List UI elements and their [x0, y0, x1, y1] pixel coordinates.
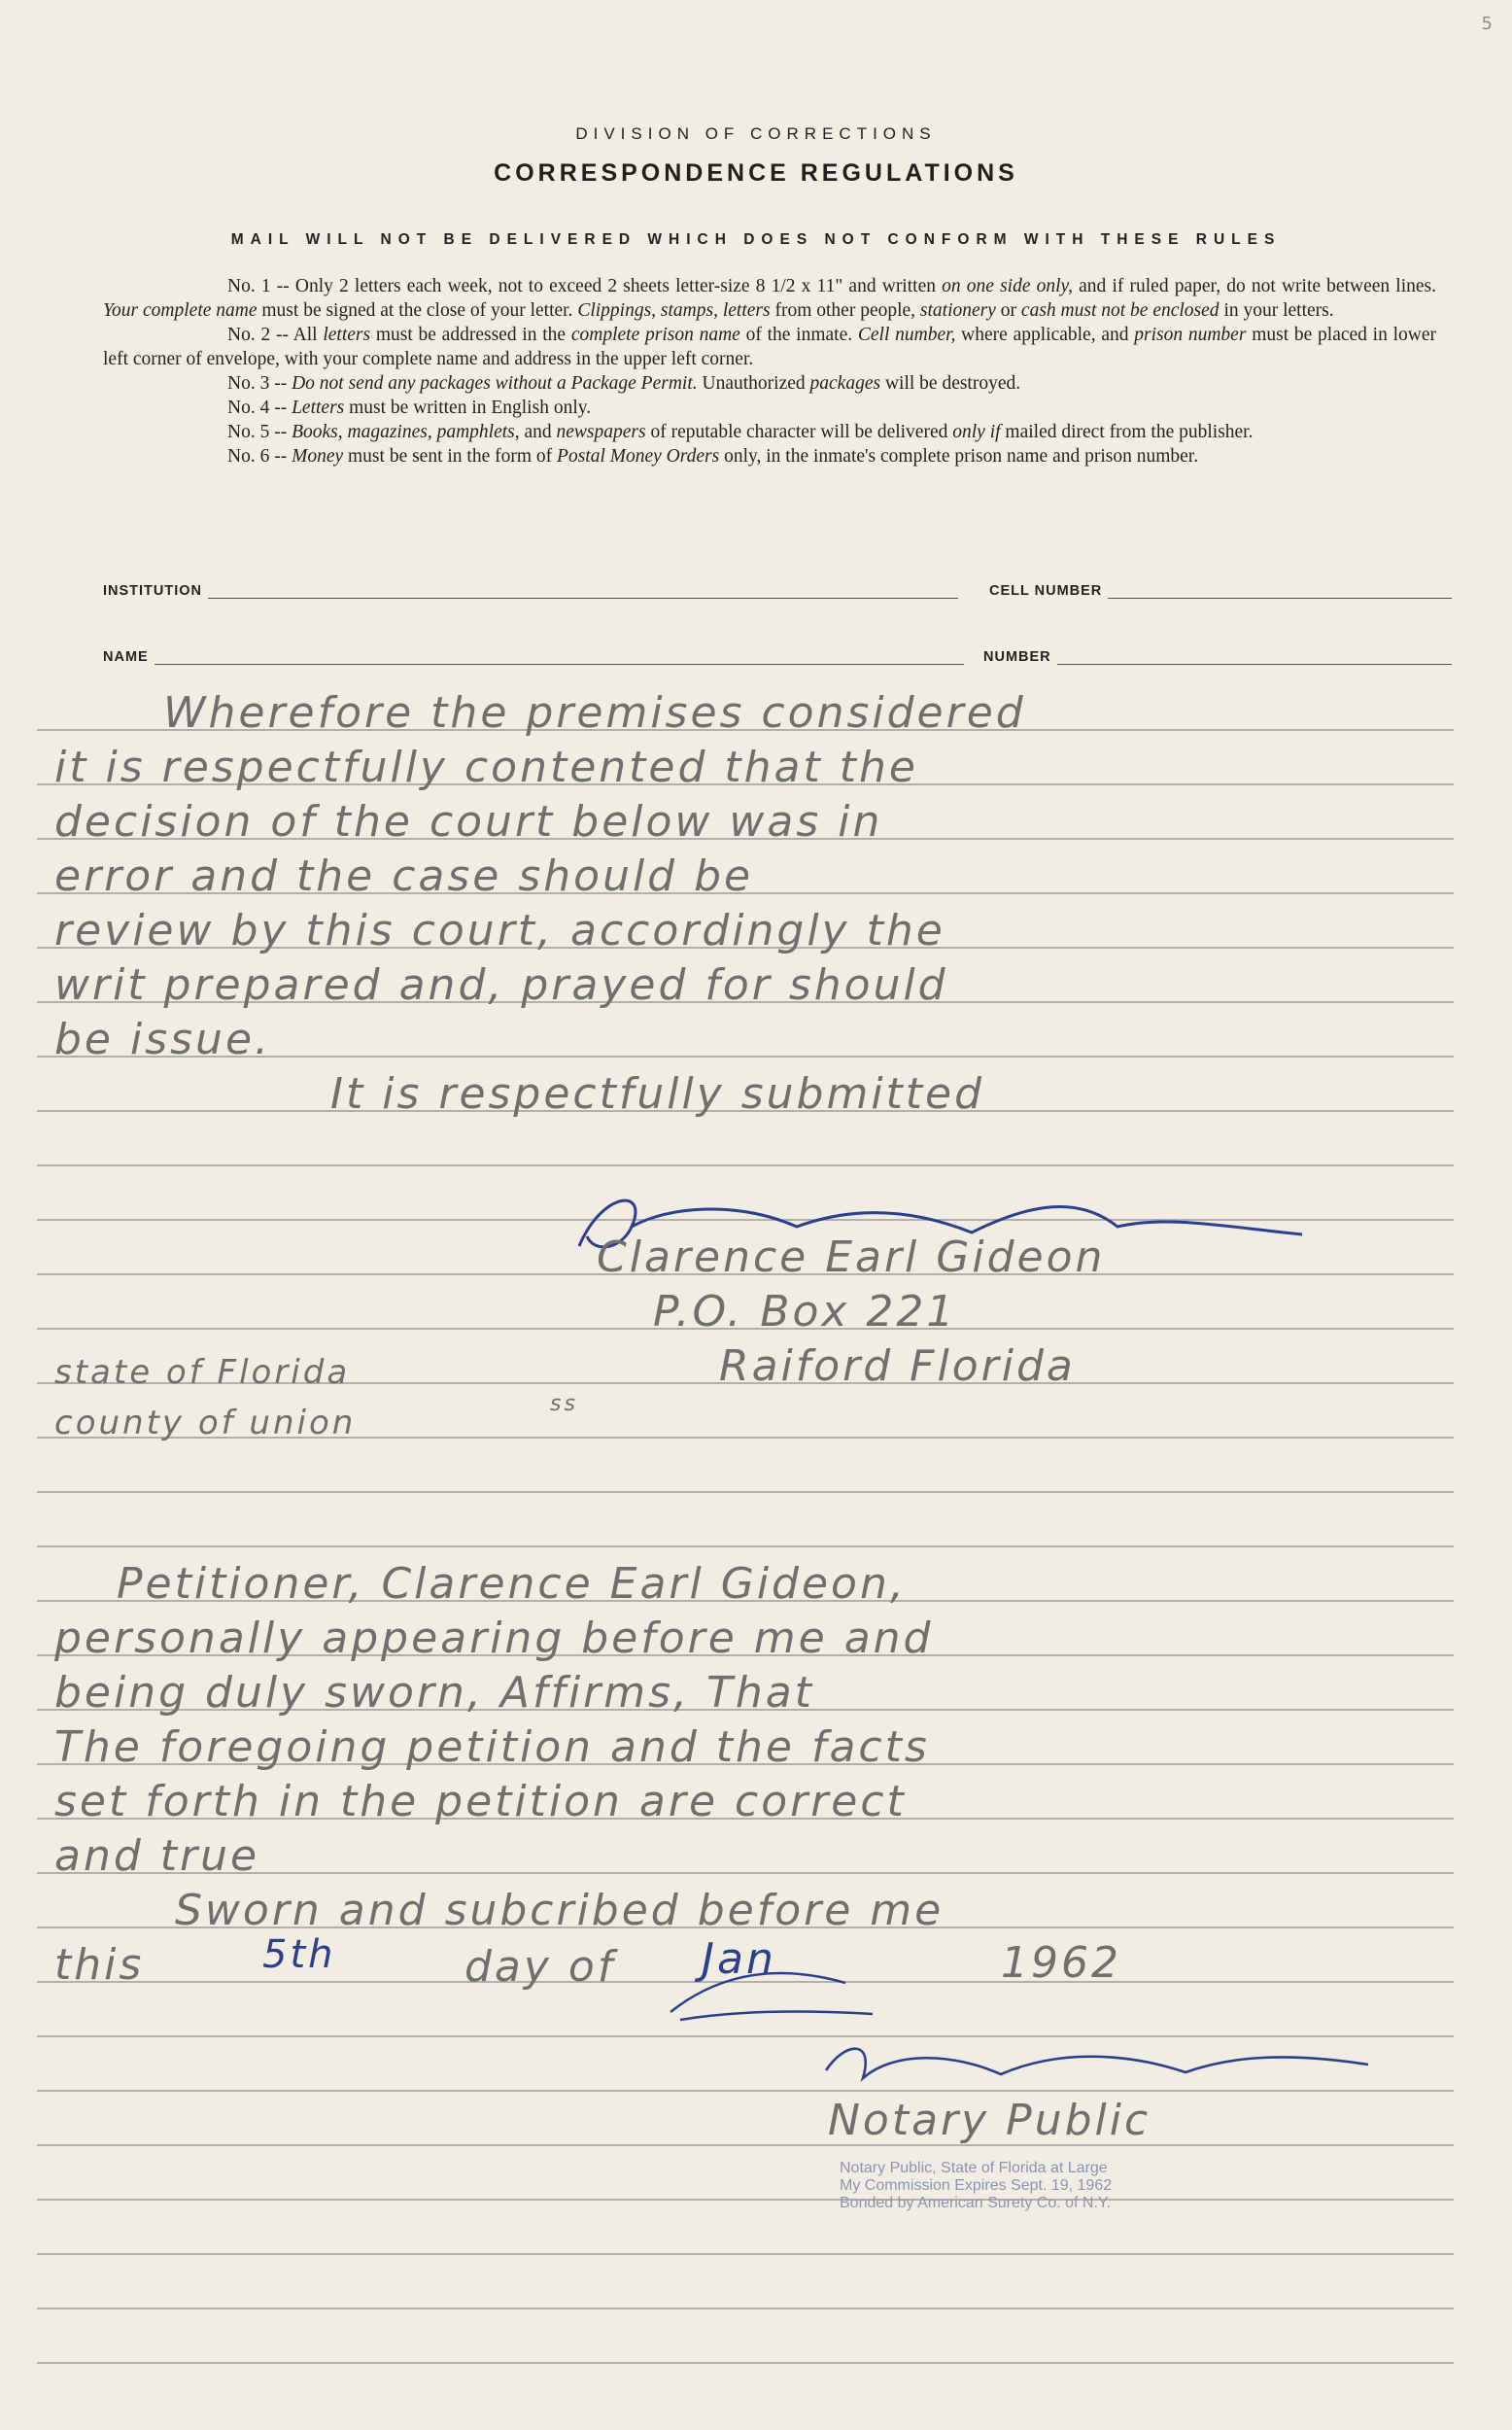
- affidavit-line-6: and true: [54, 1831, 260, 1881]
- institution-label: INSTITUTION: [103, 583, 203, 599]
- number-field: [983, 649, 1452, 665]
- jurat-this: this: [54, 1940, 145, 1990]
- rule-2: No. 2 -- All letters must be addressed in the complete prison name of the inmate. Cell number, where applicable, and prison number must be placed in lower left corner of envelope, with your complete name and address in the upper left corner.: [103, 325, 1437, 369]
- city-state: Raiford Florida: [719, 1341, 1076, 1391]
- jurat-month: Jan: [702, 1934, 776, 1984]
- sworn-line: Sworn and subcribed before me: [175, 1886, 945, 1935]
- page-number: 5: [1481, 14, 1493, 34]
- printed-name: Clarence Earl Gideon: [597, 1232, 1106, 1282]
- handwritten-line-7: be issue.: [54, 1015, 272, 1064]
- notary-signature: [826, 2049, 1368, 2078]
- handwritten-line-8: It is respectfully submitted: [330, 1069, 985, 1119]
- rule-3: No. 3 -- Do not send any packages without a Package Permit. Unauthorized packages will be destroyed.: [227, 373, 1021, 394]
- rule-5: No. 5 -- Books, magazines, pamphlets, and newspapers of reputable character will be delivered only if mailed direct from the publisher.: [227, 422, 1254, 442]
- jurat-year: 1962: [1001, 1938, 1121, 1988]
- name-label: NAME: [103, 649, 149, 665]
- rule-1: No. 1 -- Only 2 letters each week, not to exceed 2 sheets letter-size 8 1/2 x 11" and written on one side only, and if ruled paper, do not write between lines. Your complete name must be signed at the close of your letter. Clippings, stamps, letters from other people, stationery or cash must not be enclosed in your letters.: [103, 276, 1436, 321]
- handwritten-line-5: review by this court, accordingly the: [54, 906, 945, 955]
- handwritten-line-3: decision of the court below was in: [54, 797, 883, 847]
- cell-number-field: [989, 583, 1452, 599]
- number-label: NUMBER: [983, 649, 1051, 665]
- mail-warning: MAIL WILL NOT BE DELIVERED WHICH DOES NOT CONFORM WITH THESE RULES: [230, 231, 1282, 248]
- name-field: [103, 649, 964, 665]
- regulations-list: [103, 274, 1436, 469]
- affidavit-line-5: set forth in the petition are correct: [54, 1777, 907, 1826]
- handwritten-line-6: writ prepared and, prayed for should: [54, 960, 948, 1010]
- venue-state: state of Florida: [54, 1353, 351, 1392]
- po-box: P.O. Box 221: [653, 1287, 957, 1336]
- venue-county: county of union: [54, 1404, 357, 1442]
- rule-4: No. 4 -- Letters must be written in English only.: [227, 398, 592, 418]
- handwritten-line-2: it is respectfully contented that the: [54, 743, 918, 792]
- notary-stamp: Notary Public, State of Florida at Large My Commission Expires Sept. 19, 1962 Bonded by American Surety Co. of N.Y.: [840, 2160, 1113, 2211]
- form-title: CORRESPONDENCE REGULATIONS: [494, 159, 1018, 187]
- venue-ss: ss: [550, 1392, 578, 1416]
- handwritten-line-4: error and the case should be: [54, 851, 754, 901]
- institution-field: [103, 583, 958, 599]
- jurat-day-of: day of: [464, 1942, 616, 1992]
- affidavit-line-2: personally appearing before me and: [54, 1614, 934, 1663]
- jurat-day: 5th: [262, 1932, 336, 1977]
- cell-number-label: CELL NUMBER: [989, 583, 1103, 599]
- affidavit-line-1: Petitioner, Clarence Earl Gideon,: [117, 1559, 907, 1609]
- affidavit-line-3: being duly sworn, Affirms, That: [54, 1668, 815, 1718]
- affidavit-line-4: The foregoing petition and the facts: [54, 1722, 930, 1772]
- notary-title: Notary Public: [828, 2096, 1151, 2145]
- handwritten-line-1: Wherefore the premises considered: [163, 688, 1026, 738]
- rule-6: No. 6 -- Money must be sent in the form of Postal Money Orders only, in the inmate's complete prison name and prison number.: [227, 446, 1199, 467]
- division-heading: DIVISION OF CORRECTIONS: [575, 124, 937, 143]
